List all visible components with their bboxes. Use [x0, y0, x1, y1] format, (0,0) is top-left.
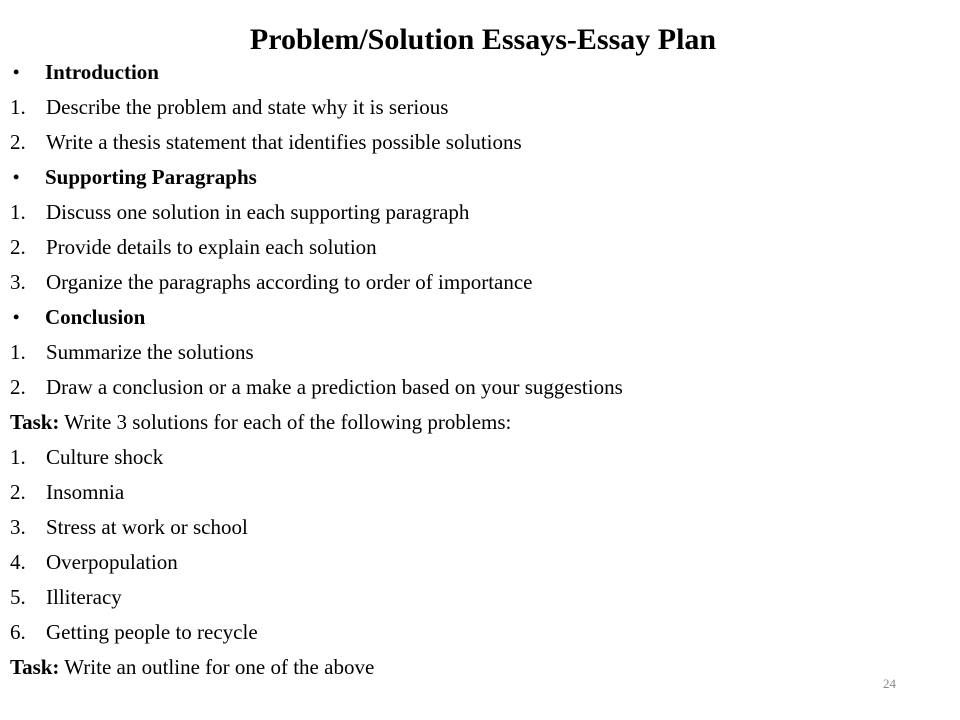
list-item	[10, 125, 940, 160]
item-number: 4.	[10, 550, 26, 574]
task-label: Task:	[10, 655, 60, 679]
item-number: 2.	[10, 375, 26, 399]
item-text: Provide details to explain each solution	[46, 235, 377, 259]
item-text: Insomnia	[46, 480, 125, 504]
item-text: Draw a conclusion or a make a prediction based on your suggestions	[46, 375, 623, 399]
section-heading-label: Conclusion	[45, 305, 146, 329]
item-text: Organize the paragraphs according to order of importance	[46, 270, 533, 294]
list-item	[10, 265, 940, 300]
bullet-icon: •	[13, 167, 20, 187]
list-item	[10, 335, 940, 370]
item-text: Illiteracy	[46, 585, 122, 609]
item-text: Stress at work or school	[46, 515, 248, 539]
task-text: Write an outline for one of the above	[59, 655, 375, 679]
bullet-icon: •	[13, 307, 20, 327]
item-number: 2.	[10, 480, 26, 504]
section-heading-conclusion	[10, 300, 940, 335]
page-number: 24	[883, 676, 896, 691]
item-text: Culture shock	[46, 445, 164, 469]
task-instruction-solutions	[10, 405, 940, 440]
item-number: 1.	[10, 200, 26, 224]
essay-plan-content	[10, 55, 940, 685]
item-text: Write a thesis statement that identifies possible solutions	[46, 130, 522, 154]
task-label: Task:	[10, 410, 60, 434]
item-number: 6.	[10, 620, 26, 644]
list-item	[10, 230, 940, 265]
item-number: 1.	[10, 340, 26, 364]
item-number: 2.	[10, 130, 26, 154]
item-text: Describe the problem and state why it is serious	[46, 95, 449, 119]
problem-item	[10, 615, 940, 650]
problem-item	[10, 545, 940, 580]
section-heading-label: Introduction	[45, 60, 159, 84]
item-number: 5.	[10, 585, 26, 609]
item-number: 2.	[10, 235, 26, 259]
problem-item	[10, 475, 940, 510]
item-text: Overpopulation	[46, 550, 178, 574]
slide-title: Problem/Solution Essays-Essay Plan	[249, 23, 717, 56]
bullet-icon: •	[13, 62, 20, 82]
section-heading-supporting-paragraphs	[10, 160, 940, 195]
item-number: 1.	[10, 95, 26, 119]
item-number: 3.	[10, 515, 26, 539]
task-instruction-outline	[10, 650, 940, 685]
list-item	[10, 195, 940, 230]
item-number: 1.	[10, 445, 26, 469]
problem-item	[10, 510, 940, 545]
task-text: Write 3 solutions for each of the following problems:	[59, 410, 512, 434]
section-heading-introduction	[10, 55, 940, 90]
problem-item	[10, 580, 940, 615]
list-item	[10, 370, 940, 405]
item-number: 3.	[10, 270, 26, 294]
item-text: Getting people to recycle	[46, 620, 258, 644]
section-heading-label: Supporting Paragraphs	[45, 165, 257, 189]
list-item	[10, 90, 940, 125]
item-text: Discuss one solution in each supporting paragraph	[46, 200, 470, 224]
problem-item	[10, 440, 940, 475]
item-text: Summarize the solutions	[46, 340, 254, 364]
